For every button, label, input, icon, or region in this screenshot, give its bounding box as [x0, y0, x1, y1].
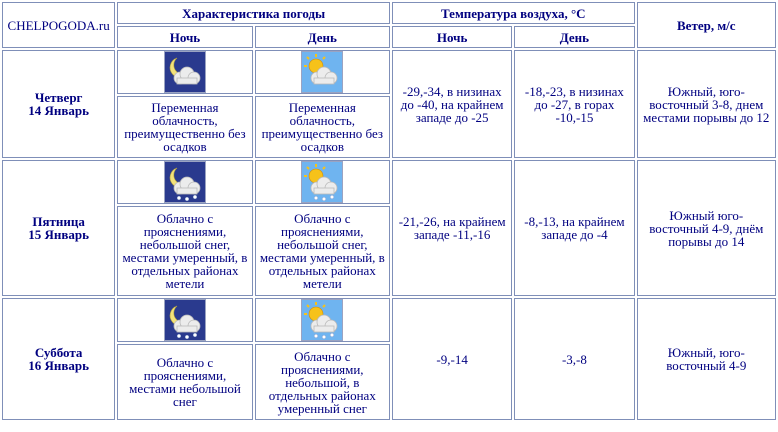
- moon-cloud-icon: [164, 51, 206, 93]
- moon-cloud-snow-icon: [164, 299, 206, 341]
- night-temperature: -29,-34, в низинах до -40, на крайнем западе до -25: [392, 50, 512, 158]
- day-description: Облачно с прояснениями, небольшой, в отдельных районах умеренный снег: [255, 344, 390, 420]
- night-temp-header: Ночь: [392, 26, 512, 48]
- day-label: [2, 160, 115, 296]
- air-temperature-header: Температура воздуха, °C: [392, 2, 635, 24]
- night-icon-cell: [117, 298, 252, 342]
- night-icon-cell: [117, 160, 252, 204]
- day-temperature: -18,-23, в низинах до -27, в горах -10,-15: [514, 50, 634, 158]
- day-label: [2, 50, 115, 158]
- night-char-header: Ночь: [117, 26, 252, 48]
- day-temperature: -3,-8: [514, 298, 634, 420]
- wind-info: Южный, юго-восточный 3-8, днем местами порывы до 12: [637, 50, 776, 158]
- date: 14 Январь: [28, 103, 90, 118]
- weather-characteristics-header: Характеристика погоды: [117, 2, 390, 24]
- wind-info: Южный юго-восточный 4-9, днём порывы до 14: [637, 160, 776, 296]
- weekday: Суббота: [34, 345, 83, 360]
- sun-cloud-snow-icon: [301, 161, 343, 203]
- night-description: Облачно с прояснениями, небольшой снег, местами умеренный, в отдельных районах метели: [117, 206, 252, 296]
- day-label: [2, 298, 115, 420]
- sun-cloud-snow-icon: [301, 299, 343, 341]
- day-icon-cell: [255, 50, 390, 94]
- date: 16 Январь: [28, 358, 90, 373]
- night-description: Переменная облачность, преимущественно без осадков: [117, 96, 252, 158]
- weekday: Пятница: [32, 214, 85, 229]
- day-description: Переменная облачность, преимущественно без осадков: [255, 96, 390, 158]
- sun-cloud-icon: [301, 51, 343, 93]
- day-icon-cell: [255, 298, 390, 342]
- day-temperature: -8,-13, на крайнем западе до -4: [514, 160, 634, 296]
- day-temp-header: День: [514, 26, 634, 48]
- night-temperature: -21,-26, на крайнем западе -11,-16: [392, 160, 512, 296]
- site-logo[interactable]: CHELPOGODA.ru: [2, 2, 115, 48]
- day-icon-cell: [255, 160, 390, 204]
- night-icon-cell: [117, 50, 252, 94]
- night-description: Облачно с прояснениями, местами небольшой снег: [117, 344, 252, 420]
- night-temperature: -9,-14: [392, 298, 512, 420]
- wind-header: Ветер, м/с: [637, 2, 776, 48]
- moon-cloud-snow-icon: [164, 161, 206, 203]
- day-description: Облачно с прояснениями, небольшой снег, местами умеренный, в отдельных районах метели: [255, 206, 390, 296]
- weekday: Четверг: [34, 90, 83, 105]
- date: 15 Январь: [28, 227, 90, 242]
- day-char-header: День: [255, 26, 390, 48]
- wind-info: Южный, юго-восточный 4-9: [637, 298, 776, 420]
